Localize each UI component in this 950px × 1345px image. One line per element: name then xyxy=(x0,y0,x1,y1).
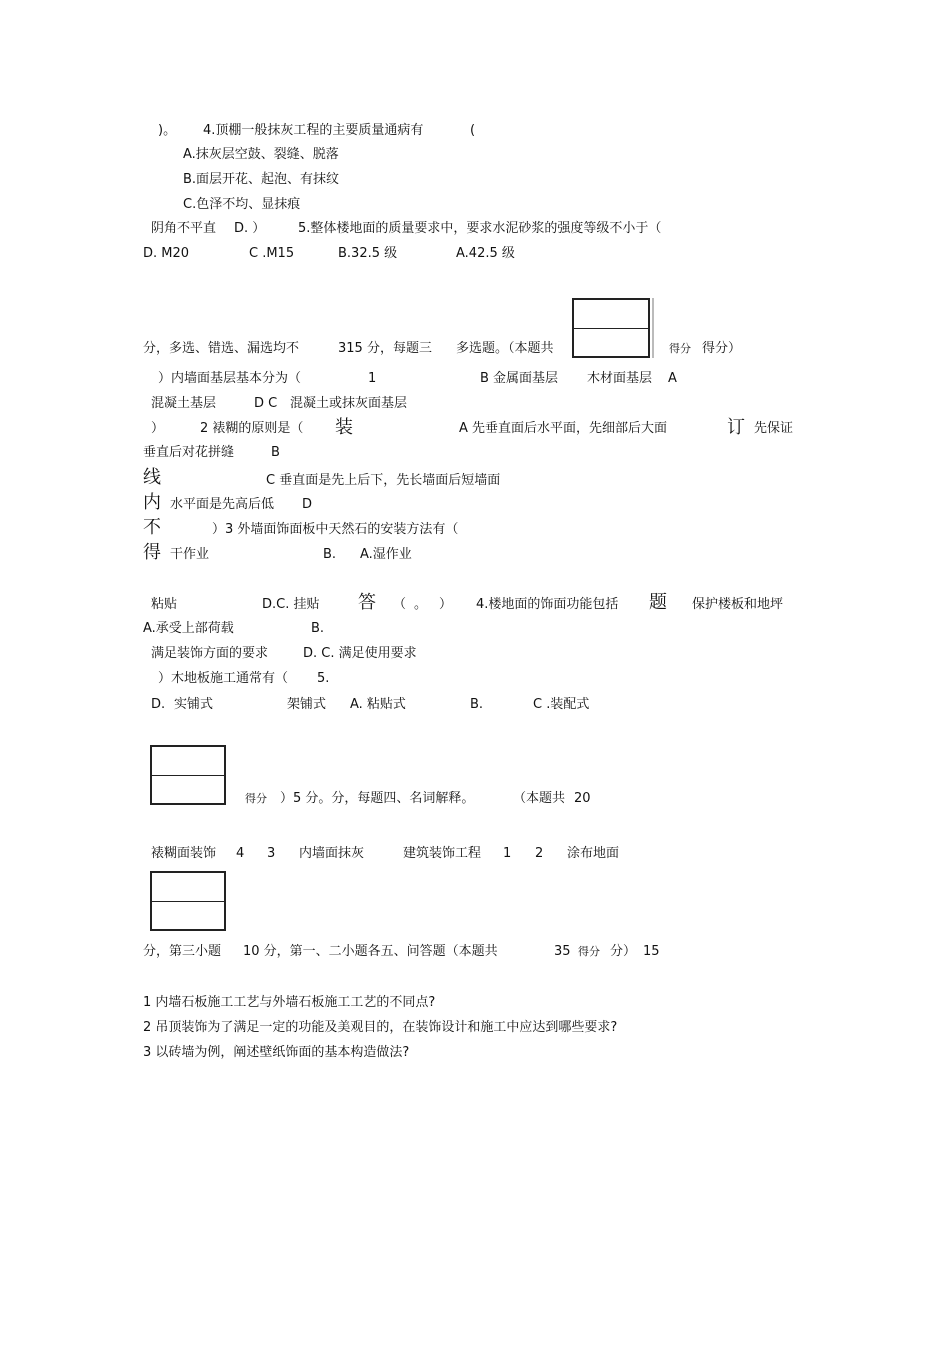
section-header: 20 xyxy=(574,791,591,806)
score-box xyxy=(150,745,226,805)
text-fragment: （ xyxy=(393,597,407,612)
score-box-divider xyxy=(574,328,648,329)
score-box-shadow xyxy=(652,298,654,358)
text-fragment: ） xyxy=(439,597,453,612)
question-number: 4 xyxy=(236,846,245,861)
option-d: D. xyxy=(151,697,166,712)
score-box-divider xyxy=(152,775,224,776)
binding-mark: 内 xyxy=(143,492,161,513)
term: 内墙面抹灰 xyxy=(299,846,365,861)
text-fragment: 实铺式 xyxy=(174,697,214,712)
section-header: 15 xyxy=(643,944,660,959)
option-a: A.承受上部荷载 xyxy=(143,621,234,636)
question-5-stem: 5.整体楼地面的质量要求中，要求水泥砂浆的强度等级不小于（ xyxy=(298,221,662,236)
score-label: 得分） xyxy=(702,341,742,356)
option-c: C .装配式 xyxy=(533,697,590,712)
section-header: 多选题。（本题共 xyxy=(456,341,554,356)
section-header: ）5 分。分，每题四、名词解释。 xyxy=(280,791,475,806)
section-header: 10 分，第一、二小题各五、问答题（本题共 xyxy=(243,944,498,959)
binding-mark: 不 xyxy=(143,517,161,538)
option-a: A.42.5 级 xyxy=(456,246,515,261)
option-b: B.面层开花、起泡、有抹纹 xyxy=(183,172,340,187)
essay-question-1: 1 内墙石板施工工艺与外墙石板施工工艺的不同点? xyxy=(143,995,436,1010)
option-b: B.32.5 级 xyxy=(338,246,398,261)
option-b: B. xyxy=(470,697,484,712)
text-fragment: 满足装饰方面的要求 xyxy=(151,646,269,661)
question-number: 5. xyxy=(317,671,330,686)
question-number: 2 xyxy=(535,846,544,861)
option-a: A.湿作业 xyxy=(360,547,412,562)
option-label: D C xyxy=(254,396,278,411)
option-c: C .M15 xyxy=(249,246,295,261)
binding-mark: 题 xyxy=(649,592,667,613)
text-fragment: ） xyxy=(151,421,165,436)
section-header: 分，多选、错选、漏选均不 xyxy=(143,341,300,356)
term: 涂布地面 xyxy=(567,846,620,861)
term: 建筑装饰工程 xyxy=(403,846,482,861)
option-label: D. C. 满足使用要求 xyxy=(303,646,417,661)
text-fragment: 垂直后对花拼缝 xyxy=(143,445,235,460)
score-box-divider xyxy=(152,901,224,902)
text-fragment: 木材面基层 xyxy=(587,371,653,386)
score-label: 得分 xyxy=(245,792,267,805)
question-stem: 2 裱糊的原则是（ xyxy=(200,421,304,436)
text-fragment: )。 xyxy=(158,123,177,138)
option-d: D xyxy=(302,497,313,512)
option-b: B. xyxy=(323,547,337,562)
option-b: B 金属面基层 xyxy=(480,371,559,386)
option-b: B xyxy=(271,445,280,460)
option-a: A xyxy=(668,371,677,386)
section-header: 分，第三小题 xyxy=(143,944,222,959)
text-fragment: 粘贴 xyxy=(151,597,178,612)
text-fragment: 混凝土或抹灰面基层 xyxy=(290,396,408,411)
text-fragment: 先保证 xyxy=(754,421,794,436)
option-label: D.C. 挂贴 xyxy=(262,597,320,612)
option-a: A.抹灰层空鼓、裂缝、脱落 xyxy=(183,147,339,162)
binding-mark: 得 xyxy=(143,542,161,563)
binding-mark: 订 xyxy=(727,417,745,438)
question-number: 3 xyxy=(267,846,276,861)
section-header: （本题共 xyxy=(513,791,566,806)
score-box xyxy=(572,298,650,358)
question-4-stem: 4.顶棚一般抹灰工程的主要质量通病有 xyxy=(203,123,424,138)
binding-mark: 线 xyxy=(143,467,161,488)
option-d: D. M20 xyxy=(143,246,190,261)
option-a: A 先垂直面后水平面，先细部后大面 xyxy=(459,421,668,436)
text-fragment: 阴角不平直 xyxy=(151,221,217,236)
score-label: 得分 xyxy=(669,342,691,355)
binding-mark: 装 xyxy=(335,417,353,438)
section-header: 35 xyxy=(554,944,571,959)
question-number: 1 xyxy=(503,846,512,861)
binding-mark: 答 xyxy=(358,592,376,613)
option-d: D. ） xyxy=(234,221,266,236)
option-b: B. xyxy=(311,621,325,636)
score-box xyxy=(150,871,226,931)
question-stem: ）3 外墙面饰面板中天然石的安装方法有（ xyxy=(212,522,459,537)
text-fragment: ( xyxy=(470,123,476,138)
question-stem: ）内墙面基层基本分为（ xyxy=(158,371,302,386)
text-fragment: 。 xyxy=(414,597,428,612)
option-c: C 垂直面是先上后下，先长墙面后短墙面 xyxy=(266,473,501,488)
option-c: C.色泽不均、显抹痕 xyxy=(183,197,301,212)
essay-question-2: 2 吊顶装饰为了满足一定的功能及美观目的，在装饰设计和施工中应达到哪些要求? xyxy=(143,1020,618,1035)
question-stem: 4.楼地面的饰面功能包括 xyxy=(476,597,619,612)
text-fragment: 干作业 xyxy=(170,547,210,562)
term: 裱糊面装饰 xyxy=(151,846,217,861)
question-stem: ）木地板施工通常有（ xyxy=(158,671,289,686)
text-fragment: 保护楼板和地坪 xyxy=(692,597,784,612)
essay-question-3: 3 以砖墙为例，阐述壁纸饰面的基本构造做法? xyxy=(143,1045,410,1060)
score-label: 得分 xyxy=(578,945,600,958)
text-fragment: 混凝土基层 xyxy=(151,396,217,411)
section-header: 315 分，每题三 xyxy=(338,341,432,356)
text-fragment: 架铺式 xyxy=(287,697,327,712)
section-header: 分） xyxy=(610,944,637,959)
option-a: A. 粘贴式 xyxy=(350,697,406,712)
question-number: 1 xyxy=(368,371,377,386)
text-fragment: 水平面是先高后低 xyxy=(170,497,275,512)
